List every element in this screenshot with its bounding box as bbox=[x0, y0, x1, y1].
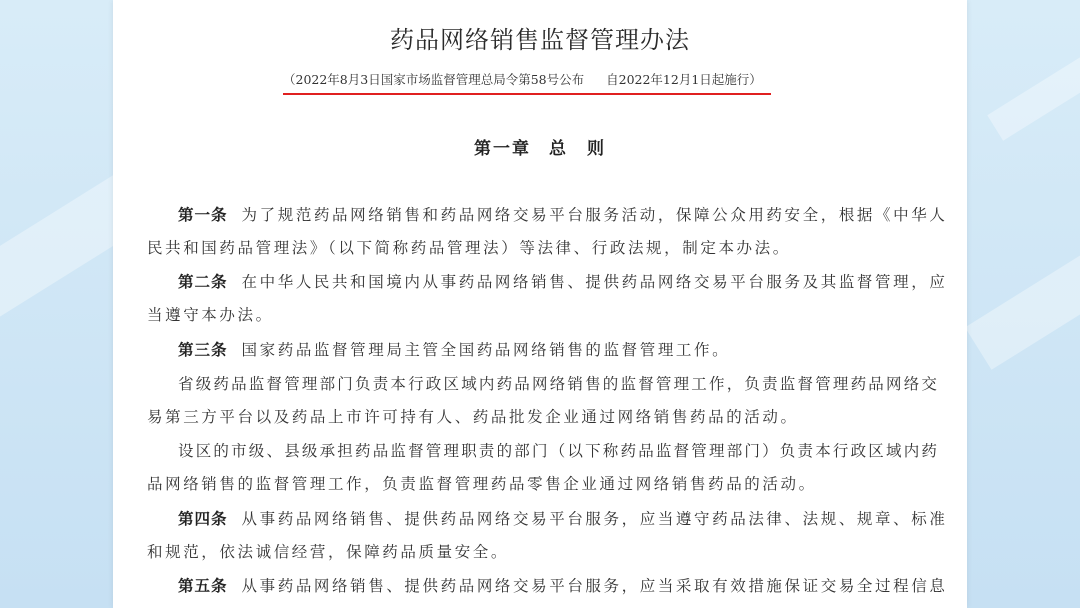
article-line: 和规范，依法诚信经营，保障药品质量安全。 bbox=[147, 543, 510, 561]
chapter-label: 第一章 bbox=[474, 139, 531, 159]
document-title: 药品网络销售监督管理办法 bbox=[390, 26, 690, 54]
article-line: 第四条 从事药品网络销售、提供药品网络交易平台服务，应当遵守药品法律、法规、规章、标准 bbox=[178, 509, 948, 528]
article-line: 第三条 国家药品监督管理局主管全国药品网络销售的监督管理工作。 bbox=[178, 340, 731, 359]
chapter-heading bbox=[113, 134, 967, 159]
article-line: 设区的市级、县级承担药品监督管理职责的部门（以下称药品监督管理部门）负责本行政区域内药 bbox=[178, 442, 940, 460]
article-line: 第二条 在中华人民共和国境内从事药品网络销售、提供药品网络交易平台服务及其监督管理，应 bbox=[178, 272, 948, 291]
article-line: 省级药品监督管理部门负责本行政区域内药品网络销售的监督管理工作，负责监督管理药品网络交 bbox=[178, 375, 940, 393]
article-line: 第一条 为了规范药品网络销售和药品网络交易平台服务活动，保障公众用药安全，根据《中华人 bbox=[178, 205, 948, 224]
article-line: 品网络销售的监督管理工作，负责监督管理药品零售企业通过网络销售药品的活动。 bbox=[147, 475, 817, 493]
article-head: 第四条 bbox=[178, 509, 228, 528]
red-underline bbox=[283, 93, 771, 95]
article-line: 当遵守本办法。 bbox=[147, 306, 274, 324]
chapter-name: 总 则 bbox=[549, 139, 606, 159]
article-head: 第三条 bbox=[178, 340, 228, 359]
article-head: 第一条 bbox=[178, 205, 228, 224]
effective-date-note: 自2022年12月1日起施行） bbox=[606, 72, 762, 87]
article-head: 第五条 bbox=[178, 576, 228, 595]
article-line: 民共和国药品管理法》（以下简称药品管理法）等法律、行政法规，制定本办法。 bbox=[147, 239, 791, 257]
document-page bbox=[113, 0, 967, 608]
article-line: 第五条 从事药品网络销售、提供药品网络交易平台服务，应当采取有效措施保证交易全过程信息 bbox=[178, 576, 948, 595]
article-line: 易第三方平台以及药品上市许可持有人、药品批发企业通过网络销售药品的活动。 bbox=[147, 408, 799, 426]
document-subtitle bbox=[283, 70, 771, 88]
article-head: 第二条 bbox=[178, 272, 228, 291]
publication-note: （2022年8月3日国家市场监督管理总局令第58号公布 bbox=[283, 72, 585, 87]
